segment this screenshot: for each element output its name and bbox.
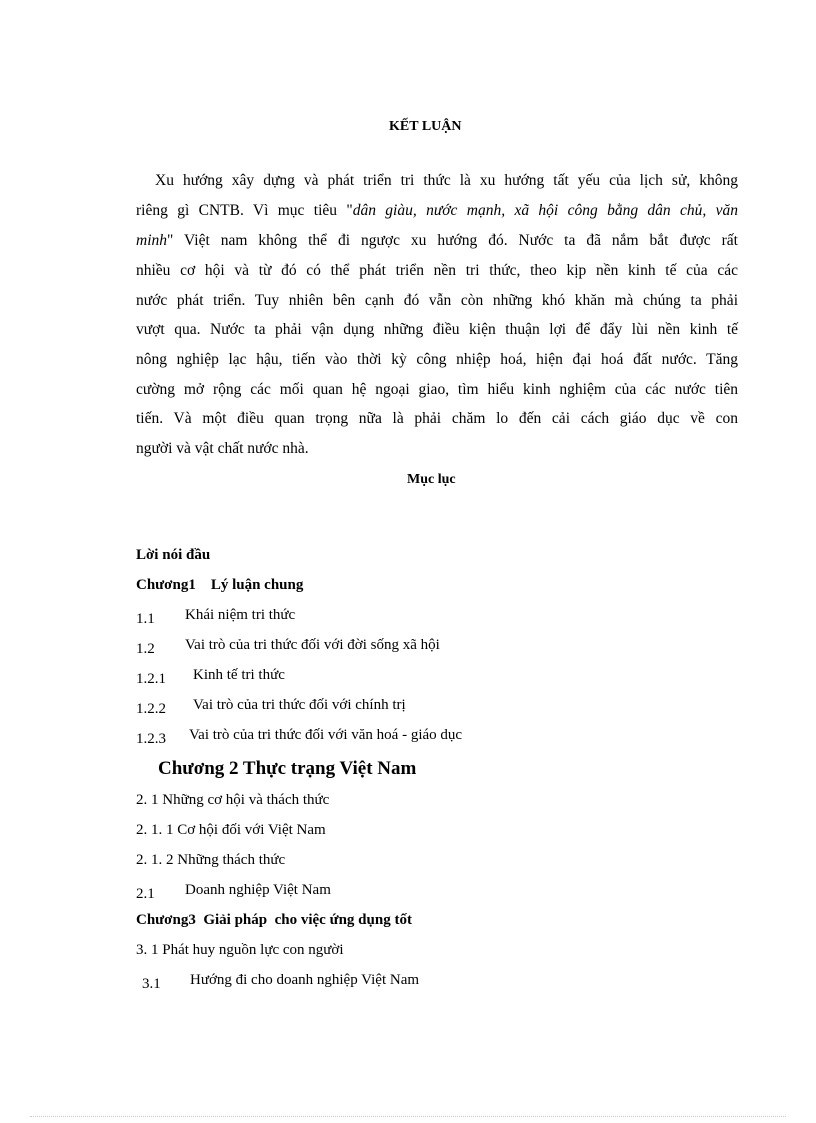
toc-item-label: Vai trò của tri thức đối với đời sống xã hội	[185, 637, 440, 653]
conclusion-text: " Việt nam không thể đi ngược xu hướng đó. Nước ta đã nắm bắt được rất	[167, 232, 738, 249]
conclusion-line: nước phát triển. Tuy nhiên bên cạnh đó vẫn còn những khó khăn mà chúng ta phải	[136, 292, 738, 309]
toc-item-intro: Lời nói đầu	[136, 547, 211, 563]
page-bottom-dotted-line	[30, 1116, 786, 1117]
conclusion-line	[136, 172, 738, 190]
conclusion-italic-text: minh	[136, 232, 167, 249]
toc-item-label: 2. 1. 2 Những thách thức	[136, 852, 286, 868]
conclusion-line: cường mở rộng các mối quan hệ ngoại giao, tìm hiểu kinh nghiệm của các nước tiên	[136, 381, 738, 398]
conclusion-line: người và vật chất nước nhà.	[136, 440, 309, 457]
conclusion-heading: KẾT LUẬN	[389, 119, 462, 134]
conclusion-text: Xu hướng xây dựng và phát triển tri thức là xu hướng tất yếu của lịch sử, không	[155, 172, 738, 189]
conclusion-line: tiến. Và một điều quan trọng nữa là phải chăm lo đến cải cách giáo dục về con	[136, 410, 738, 427]
toc-heading: Mục lục	[407, 472, 456, 487]
toc-item-number: 3.1	[142, 976, 161, 992]
toc-item-label: 2. 1. 1 Cơ hội đối với Việt Nam	[136, 822, 326, 838]
toc-item-label: 2. 1 Những cơ hội và thách thức	[136, 792, 330, 808]
conclusion-italic-text: dân giàu, nước mạnh, xã hội công bằng dân chủ, văn	[352, 202, 739, 219]
toc-item-label: Vai trò của tri thức đối với chính trị	[193, 697, 406, 713]
toc-item-number: 1.1	[136, 611, 155, 627]
toc-item-number: 1.2.2	[136, 701, 166, 717]
conclusion-line: vượt qua. Nước ta phải vận dụng những điều kiện thuận lợi để đẩy lùi nền kinh tế	[136, 321, 738, 338]
conclusion-text: riêng gì CNTB. Vì mục tiêu "	[136, 202, 353, 219]
toc-item-chapter-2: Chương 2 Thực trạng Việt Nam	[158, 758, 417, 779]
conclusion-line: nhiều cơ hội và từ đó có thể phát triển nền tri thức, theo kịp nền kinh tế của các	[136, 262, 738, 279]
toc-item-chapter-3: Chương3 Giải pháp cho việc ứng dụng tốt	[136, 912, 412, 928]
toc-item-label: Doanh nghiệp Việt Nam	[185, 882, 331, 898]
toc-item-number: 1.2	[136, 641, 155, 657]
conclusion-line: nông nghiệp lạc hậu, tiến vào thời kỳ công nhiệp hoá, hiện đại hoá đất nước. Tăng	[136, 351, 738, 368]
conclusion-line	[136, 232, 738, 250]
toc-item-number: 2.1	[136, 886, 155, 902]
toc-item-label: Hướng đi cho doanh nghiệp Việt Nam	[190, 972, 420, 988]
toc-item-label: Kinh tế tri thức	[193, 667, 285, 683]
toc-item-number: 1.2.1	[136, 671, 166, 687]
toc-item-label: Khái niệm tri thức	[185, 607, 296, 623]
toc-item-label: 3. 1 Phát huy nguồn lực con người	[136, 942, 344, 958]
toc-item-label: Vai trò của tri thức đối với văn hoá - giáo dục	[189, 727, 463, 743]
toc-item-number: 1.2.3	[136, 731, 166, 747]
conclusion-line	[136, 202, 738, 220]
toc-item-chapter-1: Chương1 Lý luận chung	[136, 577, 304, 593]
